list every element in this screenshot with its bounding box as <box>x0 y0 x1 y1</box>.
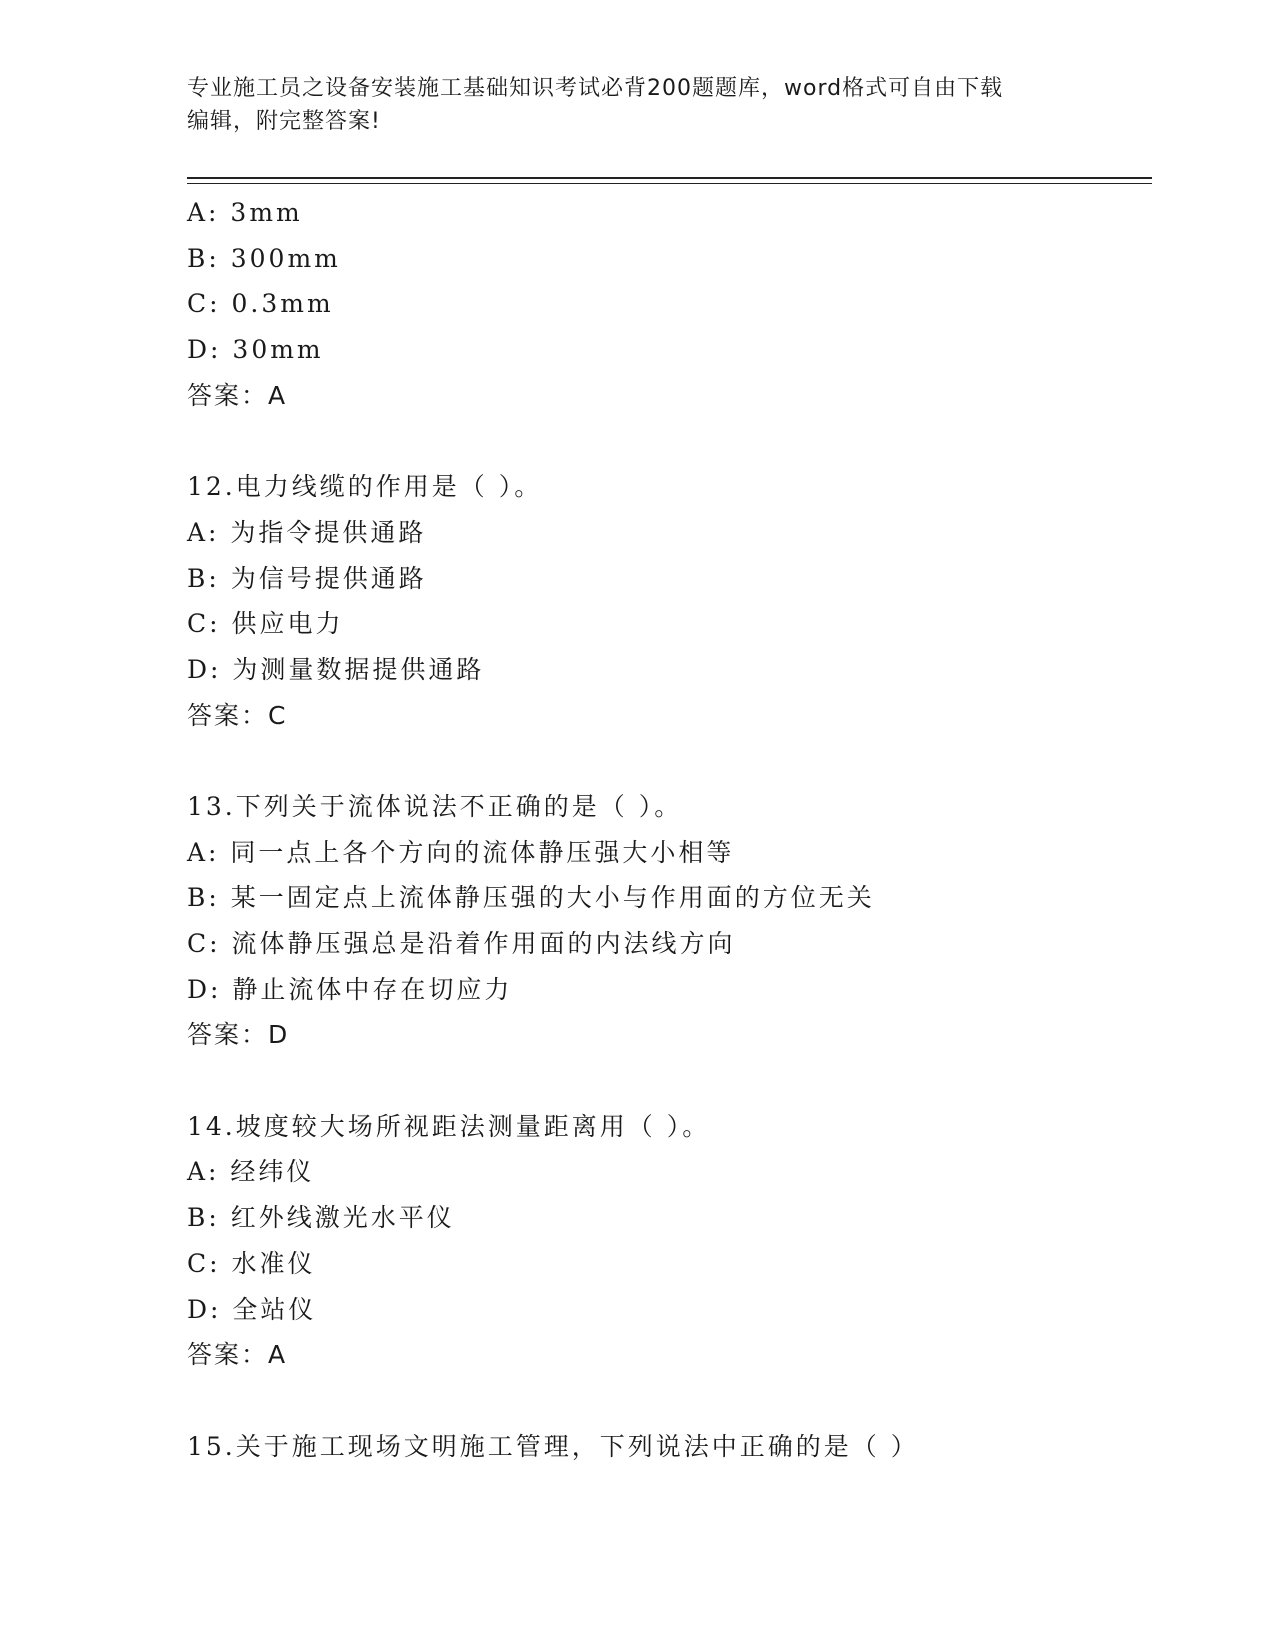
header-divider-thin <box>187 183 1152 184</box>
question-text: 13.下列关于流体说法不正确的是（ ）。 <box>187 791 683 821</box>
question-15-block <box>187 1424 1152 1470</box>
option-d: D: 为测量数据提供通路 <box>187 654 485 684</box>
spacer <box>187 1378 1152 1424</box>
header-title-line-1: 专业施工员之设备安装施工基础知识考试必背200题题库，word格式可自由下载 <box>187 76 1004 101</box>
answer: 答案：C <box>187 700 288 730</box>
question-13-block <box>187 784 1152 1058</box>
answer: 答案：A <box>187 1340 288 1370</box>
option-c: C: 流体静压强总是沿着作用面的内法线方向 <box>187 929 736 958</box>
header-title-line-2: 编辑，附完整答案! <box>187 109 381 134</box>
spacer <box>187 738 1152 784</box>
option-a: A: 经纬仪 <box>187 1157 315 1187</box>
document-header <box>187 72 1067 138</box>
header-divider-thick <box>187 177 1152 179</box>
option-c: C: 水准仪 <box>187 1248 316 1278</box>
option-d: D: 30mm <box>187 335 324 365</box>
question-12-block <box>187 464 1152 738</box>
option-a: A: 同一点上各个方向的流体静压强大小相等 <box>187 837 735 867</box>
option-c: C: 供应电力 <box>187 609 344 639</box>
spacer <box>187 1058 1152 1104</box>
option-d: D: 全站仪 <box>187 1294 317 1324</box>
option-c: C: 0.3mm <box>187 289 334 319</box>
option-b: B: 为信号提供通路 <box>187 563 427 593</box>
option-a: A: 为指令提供通路 <box>187 517 427 547</box>
question-text: 12.电力线缆的作用是（ ）。 <box>187 472 543 502</box>
option-b: B: 红外线激光水平仪 <box>187 1203 455 1233</box>
option-b: B: 某一固定点上流体静压强的大小与作用面的方位无关 <box>187 883 875 913</box>
question-list <box>187 190 1152 1469</box>
question-text: 14.坡度较大场所视距法测量距离用（ ）。 <box>187 1111 711 1141</box>
question-14-block <box>187 1104 1152 1378</box>
answer: 答案：D <box>187 1020 290 1050</box>
option-d: D: 静止流体中存在切应力 <box>187 974 513 1004</box>
question-11-block <box>187 190 1152 418</box>
option-a: A: 3mm <box>187 198 303 227</box>
answer: 答案：A <box>187 380 288 410</box>
option-b: B: 300mm <box>187 243 341 273</box>
question-text: 15.关于施工现场文明施工管理，下列说法中正确的是（ ） <box>187 1431 919 1461</box>
spacer <box>187 418 1152 464</box>
